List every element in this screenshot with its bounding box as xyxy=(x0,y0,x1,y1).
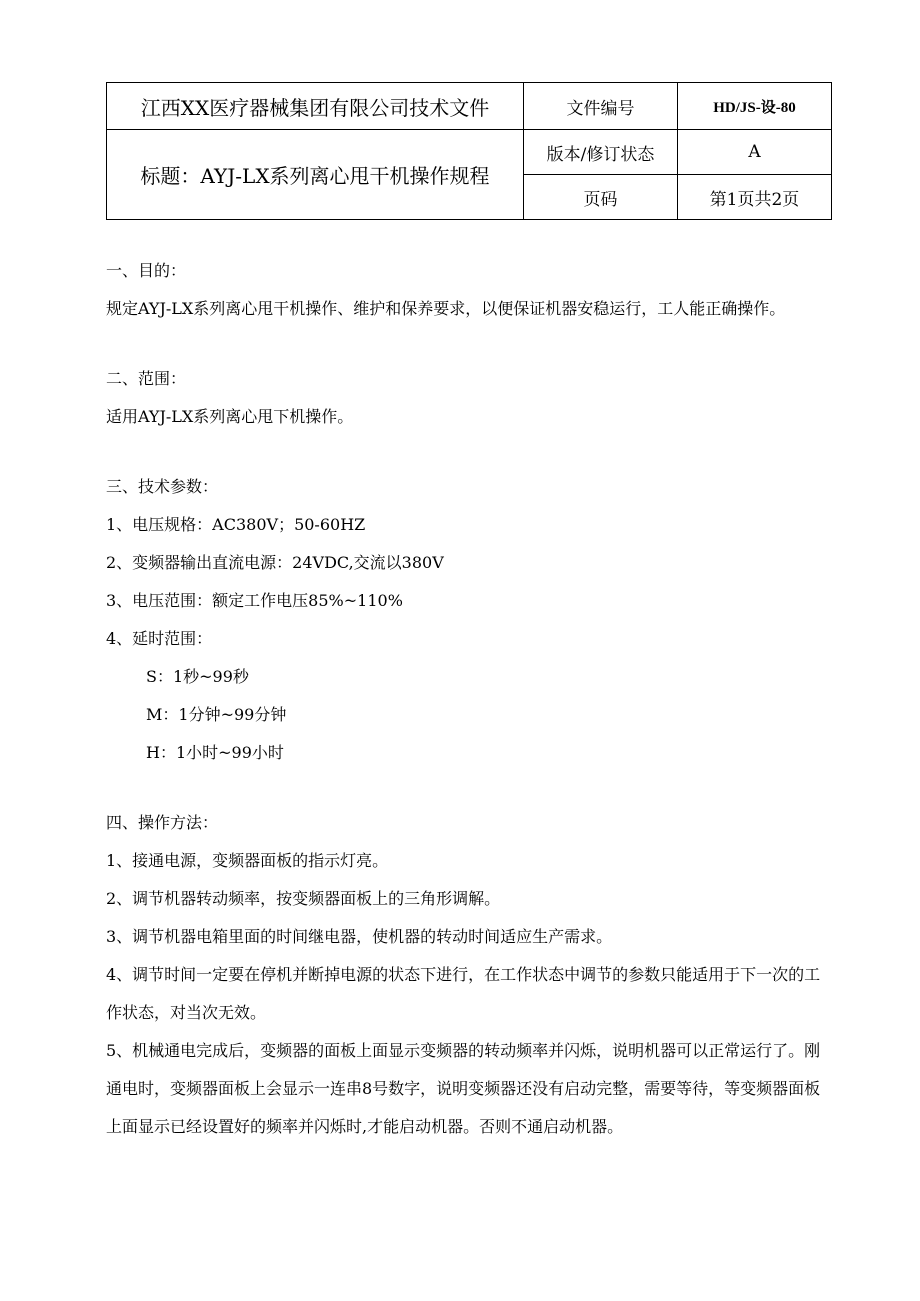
revision-label: 版本/修订状态 xyxy=(524,130,678,175)
document-body xyxy=(106,252,830,1146)
doc-number-value: HD/JS-设-80 xyxy=(678,83,832,130)
delay-item: H：1小时~99小时 xyxy=(146,743,284,762)
doc-title: 标题：AYJ-LX系列离心甩干机操作规程 xyxy=(107,130,524,220)
section-heading-scope: 二、范围： xyxy=(106,369,187,388)
doc-number-label: 文件编号 xyxy=(524,83,678,130)
section-heading-method: 四、操作方法： xyxy=(106,813,219,832)
method-item: 5、机械通电完成后，变频器的面板上面显示变频器的转动频率并闪烁，说明机器可以正常运行了。刚通电时，变频器面板上会显示一连串8号数字，说明变频器还没有启动完整，需要等待，等变频器面板上面显示已经设置好的频率并闪烁时,才能启动机器。否则不通启动机器。 xyxy=(106,1041,821,1136)
param-item: 2、变频器输出直流电源：24VDC,交流以380V xyxy=(106,553,444,572)
method-item: 4、调节时间一定要在停机并断掉电源的状态下进行，在工作状态中调节的参数只能适用于下一次的工作状态，对当次无效。 xyxy=(106,965,821,1022)
page-value: 第1页共2页 xyxy=(678,175,832,220)
purpose-text: 规定AYJ-LX系列离心甩干机操作、维护和保养要求，以便保证机器安稳运行，工人能正确操作。 xyxy=(106,299,786,318)
section-heading-purpose: 一、目的： xyxy=(106,261,187,280)
method-item: 2、调节机器转动频率，按变频器面板上的三角形调解。 xyxy=(106,889,501,908)
delay-item: M：1分钟~99分钟 xyxy=(146,705,287,724)
revision-value: A xyxy=(678,130,832,175)
param-item: 4、延时范围： xyxy=(106,629,213,648)
company-title: 江西XX医疗器械集团有限公司技术文件 xyxy=(107,83,524,130)
delay-item: S：1秒~99秒 xyxy=(146,667,249,686)
scope-text: 适用AYJ-LX系列离心甩下机操作。 xyxy=(106,407,354,426)
param-item: 1、电压规格：AC380V；50-60HZ xyxy=(106,515,366,534)
param-item: 3、电压范围：额定工作电压85%~110% xyxy=(106,591,403,610)
document-header-table xyxy=(106,82,832,220)
page-label: 页码 xyxy=(524,175,678,220)
method-item: 1、接通电源，变频器面板的指示灯亮。 xyxy=(106,851,389,870)
method-item: 3、调节机器电箱里面的时间继电器，使机器的转动时间适应生产需求。 xyxy=(106,927,613,946)
section-heading-params: 三、技术参数： xyxy=(106,477,219,496)
